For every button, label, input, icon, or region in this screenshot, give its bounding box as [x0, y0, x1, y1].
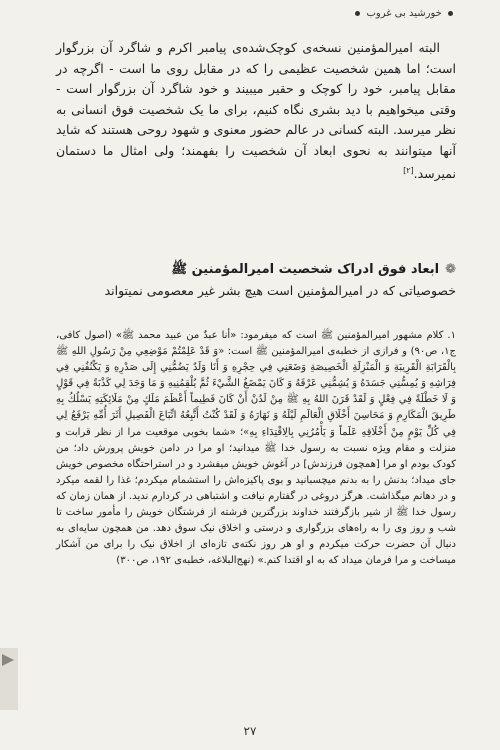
- body-text: [56, 38, 456, 185]
- body-paragraph-text: البته امیرالمؤمنین نسخه‌ی کوچک‌شده‌ی پیامبر اکرم و شاگرد آن بزرگوار است؛ اما همین شخصیت عظیمی را که در مقابل روی ما است - اگرچه در مقابل پیامبر، خود را کوچک و حقیر میبیند و خود شاگرد آن بزرگوار است - وقتی میخواهیم با دید بشری نگاه کنیم، برای ما یک شخصیت فوق انسانی به نظر میرسد. البته کسانی در عالم حضور معنوی و شهود روحی هستند که شاید آنها میتوانند به نحوی ابعاد آن شخصیت را بفهمند؛ ولی امثال ما دستمان نمیرسد.: [56, 40, 456, 182]
- body-paragraph: [56, 38, 456, 185]
- flower-ornament-icon: ❁: [445, 262, 456, 277]
- triangle-icon: [2, 654, 14, 666]
- footnote-arabic-quote: «وَ قَدْ عَلِمْتُمْ مَوْضِعِي مِنْ رَسُولِ اللهِ ﷺ بِالْقَرَابَةِ الْقَرِيبَةِ وَ الْمَنْزِلَةِ الْخَصِيصَةِ وَضَعَنِي فِي حِجْرِهِ وَ أَنَا وَلَدٌ يَضُمُّنِي إِلَى صَدْرِهِ وَ يَكْنُفُنِي فِي فِرَاشِهِ وَ يُمِسُّنِي جَسَدَهُ وَ يُشِمُّنِي عَرْفَهُ وَ كَانَ يَمْضَغُ الشَّيْءَ ثُمَّ يُلْقِمُنِيهِ وَ مَا وَجَدَ لِي كَذْبَةً فِي قَوْلٍ وَ لَا خَطْلَةً فِي فِعْلٍ وَ لَقَدْ قَرَنَ اللهُ بِهِ ﷺ مِنْ لَدُنْ أَنْ كَانَ فَطِيماً أَعْظَمَ مَلَكٍ مِنْ مَلَائِكَتِهِ يَسْلُكُ بِهِ طَرِيقَ الْمَكَارِمِ وَ مَحَاسِنَ أَخْلَاقِ الْعَالَمِ لَيْلَهُ وَ نَهَارَهُ وَ لَقَدْ كُنْتُ أَتَّبِعُهُ اتِّبَاعَ الْفَصِيلِ أَثَرَ أُمِّهِ يَرْفَعُ لِي فِي كُلِّ يَوْمٍ مِنْ أَخْلَاقِهِ عَلَماً وَ يَأْمُرُنِي بِالِاقْتِدَاءِ بِهِ»: [56, 346, 456, 438]
- section-heading: [56, 259, 456, 281]
- section-heading-text: ابعاد فوق ادراک شخصیت امیرالمؤمنین ﷺ: [171, 262, 440, 277]
- running-head-title: خورشید بی غروب: [366, 8, 442, 19]
- edge-tab: [0, 648, 18, 710]
- footnote-reference: [۲]: [403, 166, 414, 175]
- section-first-line: خصوصیاتی که در امیرالمؤمنین است هیچ بشر غیر معصومی نمیتواند: [104, 283, 456, 298]
- footnote: [56, 328, 456, 569]
- footnote-translation: ؛ «شما بخوبی موقعیت مرا از نظر قرابت و منزلت و مقام ویژه نسبت به رسول خدا ﷺ میدانید؛ او مرا در دامن خویش پرورش داد؛ من کودک بودم او مرا [همچون فرزندش] در آغوش خویش میفشرد و در استراحتگاه مخصوص خویش جای میداد؛ بدنش را به بدنم میچسبانید و بوی پاکیزه‌اش را استشمام میکردم؛ غذا را لقمه میکرد و در دهانم میگذاشت. هرگز دروغی در گفتارم نیافت و اشتباهی در کردارم ندید. از همان زمان که رسول خدا ﷺ از شیر بازگرفتند خداوند بزرگترین فرشته از فرشتگان خویش را مأمور ساخت تا شب و روز وی را به راه‌های بزرگواری و درستی و اخلاق نیک سوق دهد. من همچون سایه‌ای به دنبال آن حضرت حرکت میکردم و او هر روز نکته‌ی تازه‌ای از اخلاق نیک را برای من آشکار میساخت و مرا فرمان میداد که به او اقتدا کنم.» (نهج‌البلاغه، خطبه‌ی ۱۹۲، ص۳۰۰): [56, 426, 456, 567]
- footnote-intro: ۱. کلام مشهور امیرالمؤمنین ﷺ است که میفرمود: «أنا عبدٌ من عبید محمد ﷺ» (اصول کافی، ج۱، ص۹۰) و فرازی از خطبه‌ی امیرالمؤمنین ﷺ است:: [56, 330, 457, 358]
- running-head: [352, 8, 456, 19]
- bullet-icon: [448, 11, 453, 16]
- bullet-icon: [355, 11, 360, 16]
- page-number: ۲۷: [243, 724, 257, 738]
